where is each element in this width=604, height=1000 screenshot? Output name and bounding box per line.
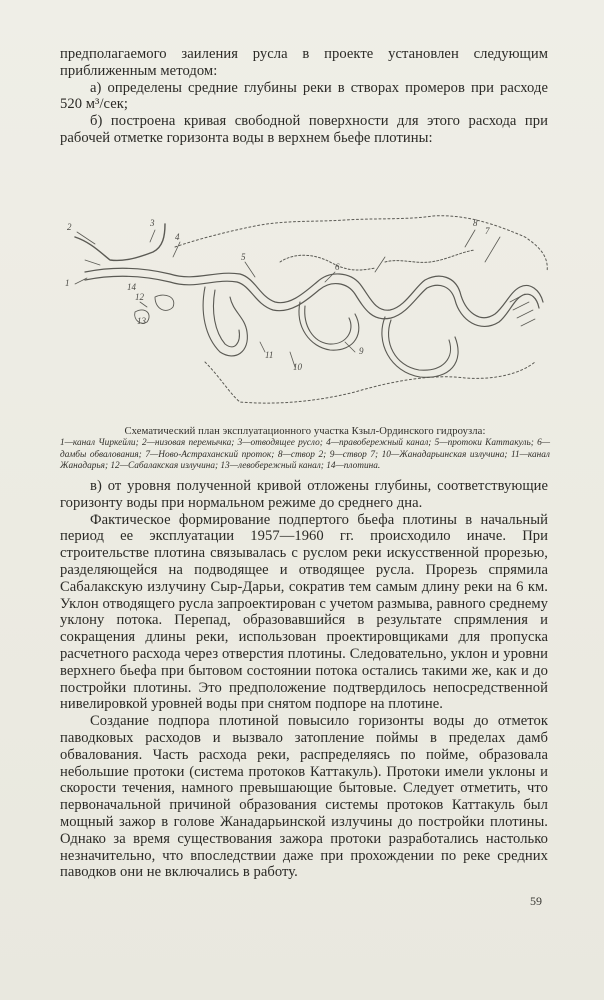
figure-label: 3	[150, 218, 155, 228]
figure-label: 4	[175, 232, 180, 242]
schematic-map-figure	[55, 202, 555, 417]
canal-line	[75, 224, 165, 260]
meander-loop	[382, 317, 458, 377]
figure-label: 1	[65, 278, 70, 288]
figure-label: 12	[135, 292, 144, 302]
meander-loop	[203, 287, 247, 356]
meander-loop	[389, 320, 451, 370]
paragraph: предполагаемого заиления русла в проекте установлен следующим приближенным методом:	[60, 46, 548, 79]
paragraph: б) построена кривая свободной поверхности для этого расхода при рабочей отметке горизонта воды в верхнем бьефе плотины:	[60, 113, 548, 146]
caption-legend: 1—канал Чиркейли; 2—низовая перемычка; 3—отводящее русло; 4—правобережный канал; 5—протоки Каттакуль; 6—дамбы обвалования; 7—Ново-Астраханский проток; 8—створ 2; 9—створ 7; 10—Жанадарьинская излучина; 11—канал Жанадарья; 12—Сабалакская излучина; 13—левобережный канал; 14—плотина.	[60, 438, 550, 472]
dam-line-upper	[175, 216, 547, 272]
figure-label: 9	[359, 346, 364, 356]
top-text-block	[60, 46, 548, 147]
hatch-marks	[510, 294, 535, 326]
figure-label: 14	[127, 282, 136, 292]
protok-line	[385, 250, 475, 262]
paragraph: в) от уровня полученной кривой отложены глубины, соответствующие горизонту воды при нормальном режиме до среднего дна.	[60, 478, 548, 511]
paragraph: Создание подпора плотиной повысило горизонты воды до отметок паводковых расходов и вызвало затопление поймы в пределах дамб обвалования. Часть расхода реки, распределяясь по пойме, образовала небольшие протоки (система протоков Каттакуль). Протоки имели уклоны и скорости течения, намного превышающие бытовые. Следует отметить, что первоначальной причиной образования системы протоков Каттакуль был мощный зажор в голове Жанадарьинской излучины до постройки плотины. Однако за время существования зажора протоки разработались настолько незначительно, что впоследствии даже при прохождении по реке средних паводков они не включались в работу.	[60, 713, 548, 881]
figure-label: 2	[67, 222, 72, 232]
figure-label: 6	[335, 262, 340, 272]
figure-caption	[60, 426, 550, 472]
figure-label: 8	[473, 218, 478, 228]
meander-loop	[213, 290, 239, 347]
figure-label: 7	[485, 226, 490, 236]
page-number: 59	[530, 894, 542, 908]
figure-label: 5	[241, 252, 246, 262]
figure-label: 13	[137, 316, 146, 326]
river-bank-north	[85, 268, 543, 317]
caption-title: Схематический план эксплуатационного участка Кзыл-Ординского гидроузла:	[124, 426, 486, 437]
island	[155, 295, 174, 310]
river-bank-south	[85, 276, 539, 326]
meander-loop	[299, 302, 359, 350]
bottom-text-block	[60, 478, 548, 881]
meander-loop	[305, 306, 351, 344]
figure-label: 11	[265, 350, 274, 360]
figure-label: 10	[293, 362, 302, 372]
dam-line-lower	[205, 362, 535, 403]
protok-line	[280, 255, 375, 270]
paragraph: а) определены средние глубины реки в створах промеров при расходе 520 м³/сек;	[60, 79, 548, 113]
paragraph: Фактическое формирование подпертого бьефа плотины в начальный период ее эксплуатации 1957—1960 гг. происходило иначе. При строительстве плотина связывалась с руслом реки искусственной прорезью, разделяющейся на подводящее и отводящее русла. Прорезь спрямила Сабалакскую излучину Сыр-Дарьи, сократив тем самым длину реки на 6 км. Уклон отводящего русла запроектирован с учетом размыва, равного среднему уклону потока. Перепад, образовавшийся в результате спрямления и сокращения длины реки, использован проектировщиками для пропуска расчетного расхода через отверстия плотины. Следовательно, уклон и уровни верхнего бьефа при бытовом состоянии потока остались такими же, как и до постройки плотины. Это предположение подтвердилось непосредственной нивелировкой уровней воды при снятом подпоре на плотине.	[60, 511, 548, 713]
